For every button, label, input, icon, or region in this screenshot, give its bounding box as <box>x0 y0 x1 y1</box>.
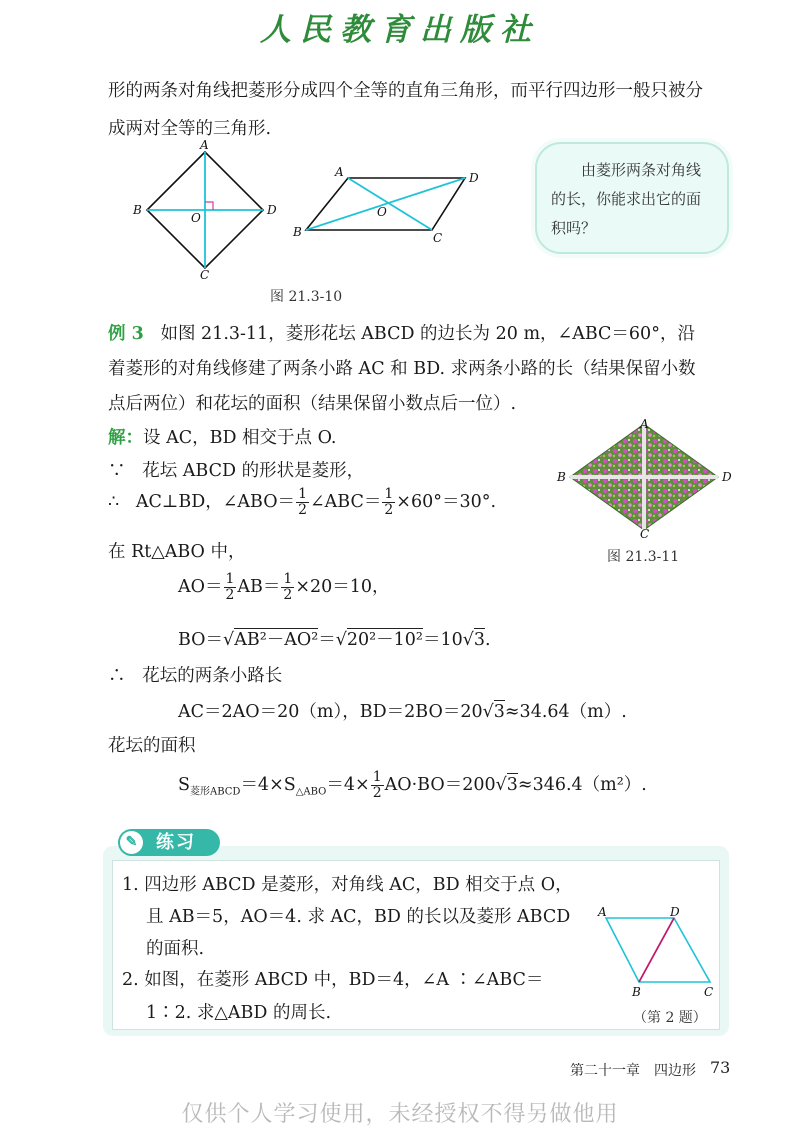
exercise-label-a: A <box>598 905 607 919</box>
rhombus-label-b: B <box>133 203 142 217</box>
parallelogram-diagonal-ac <box>348 178 432 230</box>
exercise-label-d: D <box>670 905 680 919</box>
rhombus-label-c: C <box>200 268 210 280</box>
page-number: 73 <box>710 1058 731 1077</box>
radical-2: 20²－10² <box>346 630 423 650</box>
intro-paragraph <box>108 72 738 148</box>
flowerbed-label-b: B <box>557 470 566 484</box>
fraction-half: $\frac{1}{2}$ <box>283 571 293 603</box>
solution-label: 解： <box>108 428 143 448</box>
radical-5: 3 <box>506 775 518 795</box>
exercise-1-line-2: 且 AB＝5，AO＝4. 求 AC，BD 的长以及菱形 ABCD <box>146 907 571 927</box>
figure-11-caption: 图 21.3-11 <box>607 549 680 565</box>
exercise-label-c: C <box>704 985 714 999</box>
parallelogram-diagonal-bd <box>306 178 465 230</box>
exercise-label-b: B <box>632 985 641 999</box>
exercise-title-bar <box>118 829 220 856</box>
thinking-cloud <box>535 142 729 254</box>
solution-line-4: 在 Rt△ABO 中， <box>108 542 246 562</box>
parallelogram-label-c: C <box>433 231 443 245</box>
solution-line-10: $S_{菱形ABCD}=4\times S_{\triangle ABO}=4\times$ $\frac{1}{2}$ AO·BO＝200√3≈346.4（m²）. <box>178 769 647 801</box>
flowerbed-label-d: D <box>722 470 732 484</box>
solution-line-7: ∴ 花坛的两条小路长 <box>108 666 283 686</box>
right-angle-mark <box>205 202 213 210</box>
solution-line-1 <box>108 424 337 449</box>
radical-1: AB²－AO² <box>234 630 319 650</box>
exercise-1-line-3: 的面积. <box>146 939 205 959</box>
rhombus-label-a: A <box>200 140 209 152</box>
fraction-half: $\frac{1}{2}$ <box>225 571 235 603</box>
radical-3: 3 <box>473 630 486 650</box>
solution-line-5: AO＝ $\frac{1}{2}$ AB＝ $\frac{1}{2}$ ×20＝10， <box>178 571 390 603</box>
intro-line-1: 形的两条对角线把菱形分成四个全等的直角三角形，而平行四边形一般只被分 <box>108 81 703 101</box>
exercise-2-line-2: 1∶2. 求△ABD 的周长. <box>146 1003 332 1023</box>
solution-text-3b: ∠ABC＝ <box>309 492 382 512</box>
fraction-half: $\frac{1}{2}$ <box>372 769 382 801</box>
watermark: 仅供个人学习使用，未经授权不得另做他用 <box>181 1102 619 1127</box>
cloud-text: 由菱形两条对角线的长，你能求出它的面积吗？ <box>551 161 702 237</box>
exercise-1-line-1: 1. 四边形 ABCD 是菱形，对角线 AC，BD 相交于点 O， <box>122 875 573 895</box>
solution-text-2: 花坛 ABCD 的形状是菱形， <box>142 461 365 481</box>
rhombus-label-o: O <box>191 211 201 225</box>
flowerbed-label-c: C <box>640 527 650 538</box>
parallelogram-label-b: B <box>293 225 302 239</box>
example-label: 例 3 <box>108 324 144 344</box>
figure-21-3-11 <box>552 418 742 538</box>
chapter-footer: 第二十一章 四边形 <box>570 1063 696 1079</box>
exercise-2-figure <box>592 900 722 1000</box>
example-text-1: 如图 21.3-11，菱形花坛 ABCD 的边长为 20 m，∠ABC＝60°，沿 <box>160 324 695 344</box>
rhombus-label-d: D <box>267 203 277 217</box>
solution-line-6: BO＝√AB²－AO²＝√20²－10²＝10√3. <box>178 630 491 650</box>
parallelogram-label-d: D <box>469 171 479 185</box>
solution-line-9: 花坛的面积 <box>108 736 196 756</box>
solution-text-3c: ×60°＝30°. <box>396 492 497 512</box>
fraction-half: $\frac{1}{2}$ <box>298 486 307 518</box>
example-line-3: 点后两位）和花坛的面积（结果保留小数点后一位）. <box>108 394 517 414</box>
publisher-logo: 人民教育出版社 <box>260 12 540 48</box>
example-line-2: 着菱形的对角线修建了两条小路 AC 和 BD. 求两条小路的长（结果保留小数 <box>108 359 696 379</box>
exercise-rhombus <box>606 918 710 982</box>
solution-line-2 <box>108 457 364 482</box>
practice-icon: ✎ <box>120 831 143 854</box>
exercise-2-line-1: 2. 如图，在菱形 ABCD 中，BD＝4，∠A ∶∠ABC＝ <box>122 970 544 990</box>
therefore-symbol-1: ∴ <box>108 492 120 512</box>
radical-4: 3 <box>493 702 505 722</box>
exercise-fig-caption: （第 2 题） <box>633 1010 707 1026</box>
parallelogram-label-a: A <box>335 165 344 179</box>
exercise-title: 练习 <box>156 832 196 853</box>
therefore-symbol-2: ∴ <box>108 666 126 686</box>
flowerbed-label-a: A <box>640 418 649 431</box>
exercise-diagonal-bd <box>639 918 674 982</box>
figure-21-3-10 <box>125 140 505 280</box>
because-symbol: ∵ <box>108 461 126 481</box>
solution-text-1: 设 AC，BD 相交于点 O. <box>143 428 337 448</box>
fraction-half: $\frac{1}{2}$ <box>384 486 394 518</box>
example-line-1 <box>108 320 695 345</box>
solution-line-8: AC＝2AO＝20（m），BD＝2BO＝20√3≈34.64（m）. <box>178 702 627 722</box>
parallelogram-label-o: O <box>377 205 387 219</box>
figure-10-caption: 图 21.3-10 <box>270 289 343 305</box>
solution-line-3 <box>108 487 496 518</box>
intro-line-2: 成两对全等的三角形. <box>108 119 272 139</box>
solution-text-3a: AC⊥BD，∠ABO＝ <box>135 492 296 512</box>
